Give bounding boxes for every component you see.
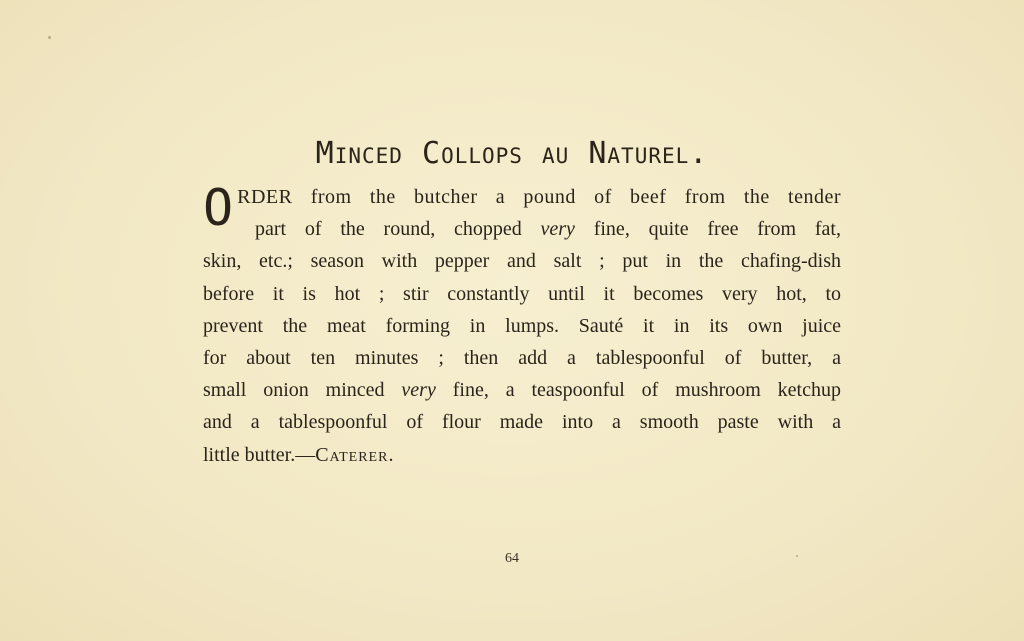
recipe-line-1	[203, 181, 841, 213]
title-word-4: Naturel.	[588, 136, 709, 171]
line-text: prevent the meat forming in lumps. Sauté it in its own juice	[203, 314, 841, 337]
recipe-body	[203, 181, 841, 471]
drop-cap: O	[203, 179, 234, 237]
line-text: before it is hot ; stir constantly until it becomes very hot, to	[203, 282, 841, 305]
line-text: little butter.—	[203, 443, 316, 466]
page-number: 64	[505, 551, 519, 566]
title-word-1: Minced	[315, 136, 403, 171]
recipe-line-3	[203, 245, 841, 277]
emphasis: very	[401, 379, 436, 402]
recipe-line-2	[203, 213, 841, 245]
line-text: fine, quite free from fat,	[574, 218, 841, 241]
emphasis: very	[540, 218, 575, 241]
line-text: fine, a teaspoonful of mushroom ketchup	[435, 379, 841, 402]
recipe-line-4	[203, 278, 841, 310]
line-text: for about ten minutes ; then add a tablespoonful of butter, a	[203, 346, 841, 369]
recipe-line-8	[203, 406, 841, 438]
title-word-3: au	[541, 136, 570, 171]
line-text: and a tablespoonful of flour made into a smooth paste with a	[203, 411, 841, 434]
recipe-line-7	[203, 374, 841, 406]
line-text: RDER from the butcher a pound of beef from the tender	[237, 186, 841, 208]
recipe-line-5	[203, 310, 841, 342]
author-attribution: Caterer.	[315, 443, 395, 466]
recipe-line-6	[203, 342, 841, 374]
paper-speck	[796, 555, 798, 557]
line-text: part of the round, chopped	[255, 218, 541, 241]
title-word-2: Collops	[422, 136, 523, 171]
paper-speck	[48, 36, 51, 39]
line-text: skin, etc.; season with pepper and salt ; put in the chafing-dish	[203, 250, 841, 273]
line-text: small onion minced	[203, 379, 402, 402]
recipe-title	[0, 136, 1024, 171]
recipe-line-9	[203, 439, 841, 471]
